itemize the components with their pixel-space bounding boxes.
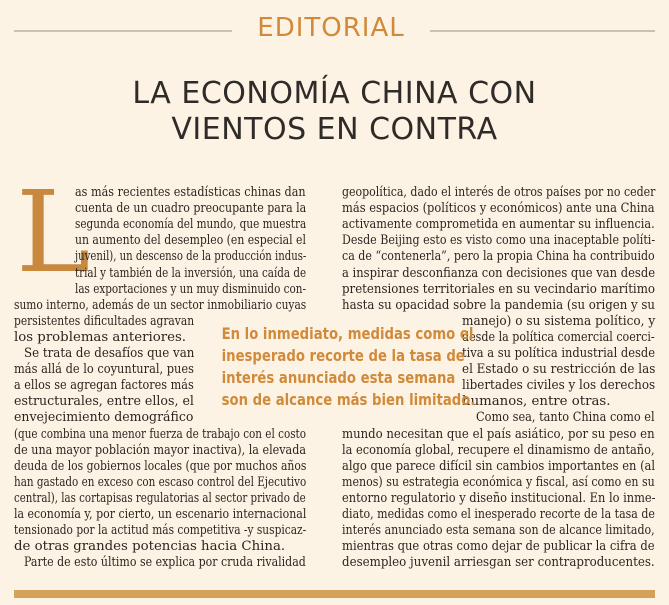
col2-line: el Estado o su restricción de las bbox=[462, 362, 656, 378]
col1-line: juvenil), un descenso de la producción indus- bbox=[75, 249, 307, 265]
col1-line: cuenta de un cuadro preocupante para la bbox=[75, 201, 307, 217]
col1-line: as más recientes estadísticas chinas dan bbox=[75, 185, 306, 200]
pull-quote-line: interés anunciado esta semana bbox=[221, 368, 456, 387]
col2-line: desempleo juvenil arriesgan ser contraproducentes. bbox=[342, 555, 655, 571]
col1-line: segunda economía del mundo, que muestra bbox=[75, 217, 307, 233]
bottom-accent-bar bbox=[14, 590, 655, 598]
col1-line: Parte de esto último se explica por cruda rivalidad bbox=[24, 555, 306, 571]
col1-line: de una mayor población mayor inactiva), la elevada bbox=[14, 442, 306, 458]
col2-line: humanos, entre otras. bbox=[462, 394, 611, 410]
col2-line: hasta su opacidad sobre la pandemia (su origen y su bbox=[342, 297, 655, 313]
col2-line: menos) su estrategia económica y fiscal, así como en su bbox=[342, 474, 655, 490]
col2-line: algo que parece difícil sin cambios importantes en (al bbox=[342, 458, 656, 474]
pull-quote-line: inesperado recorte de la tasa de bbox=[221, 346, 465, 365]
col2-line: la economía global, recupere el dinamismo de antaño, bbox=[342, 442, 655, 458]
pull-quote-line: En lo inmediato, medidas como el bbox=[221, 324, 474, 343]
col1-line: Se trata de desafíos que van bbox=[24, 346, 195, 361]
col1-line: deuda de los gobiernos locales (que por muchos años bbox=[14, 458, 307, 474]
col2-line: interés anunciado esta semana son de alcance limitado, bbox=[342, 523, 655, 539]
col1-line: los problemas anteriores. bbox=[14, 329, 186, 345]
col2-line: manejo) o su sistema político, y bbox=[462, 313, 656, 329]
col1-line: sumo interno, además de un sector inmobiliario cuyas bbox=[14, 297, 307, 313]
col1-line: trial y también de la inversión, una caída de bbox=[75, 265, 307, 281]
header-rule-left bbox=[14, 30, 232, 32]
col1-line: un aumento del desempleo (en especial el bbox=[75, 233, 306, 249]
col2-line: más espacios (políticos y económicos) ante una China bbox=[342, 201, 655, 217]
drop-cap: L bbox=[16, 168, 91, 298]
col2-line: mientras que otras como dejar de publicar la cifra de bbox=[342, 539, 655, 555]
col2-line: a inspirar desconfianza con decisiones que van desde bbox=[342, 265, 656, 281]
col2-line: ca de “contenerla”, pero la propia China ha contribuido bbox=[342, 249, 655, 265]
col2-line: tiva a su política industrial desde bbox=[462, 346, 656, 361]
col2-line: Desde Beijing esto es visto como una inaceptable políti- bbox=[342, 233, 656, 249]
col1-line: las exportaciones y un muy disminuido con- bbox=[75, 281, 307, 297]
col2-line: libertades civiles y los derechos bbox=[462, 378, 656, 394]
headline-line-2: VIENTOS EN CONTRA bbox=[171, 112, 498, 147]
col1-line: estructurales, entre ellos, el bbox=[14, 394, 194, 410]
pull-quote bbox=[221, 323, 476, 411]
col2-line: diato, medidas como el inesperado recorte de la tasa de bbox=[342, 507, 655, 522]
col1-line: tensionado por la actitud más competitiva -y suspicaz- bbox=[14, 523, 307, 539]
col1-line: persistentes dificultades agravan bbox=[14, 313, 195, 329]
col1-line: han gastado en exceso con escaso control del Ejecutivo bbox=[14, 474, 307, 490]
col2-line: geopolítica, dado el interés de otros países por no ceder bbox=[342, 185, 656, 200]
col2-line: mundo necesitan que el país asiático, por su peso en bbox=[342, 426, 655, 442]
headline bbox=[0, 76, 669, 148]
col1-line: a ellos se agregan factores más bbox=[14, 378, 194, 394]
col2-line: desde la política comercial coerci- bbox=[462, 329, 655, 345]
col2-line: pretensiones territoriales en su vecindario marítimo bbox=[342, 281, 656, 297]
col1-line: (que combina una menor fuerza de trabajo con el costo bbox=[14, 426, 307, 442]
col1-line: de otras grandes potencias hacia China. bbox=[14, 539, 286, 555]
pull-quote-line: son de alcance más bien limitado. bbox=[221, 390, 476, 409]
headline-line-1: LA ECONOMÍA CHINA CON bbox=[132, 76, 537, 111]
col2-line: Como sea, tanto China como el bbox=[476, 410, 655, 426]
col1-line: más allá de lo coyuntural, pues bbox=[14, 362, 194, 378]
col2-line: activamente comprometida en aumentar su influencia. bbox=[342, 217, 655, 233]
section-label: EDITORIAL bbox=[257, 13, 405, 43]
col1-line: central), las cortapisas regulatorias al sector privado de bbox=[14, 490, 306, 506]
col1-line: envejecimiento demográfico bbox=[14, 410, 194, 426]
col1-line: la economía y, por cierto, un escenario internacional bbox=[14, 507, 307, 522]
header-rule-right bbox=[430, 30, 655, 32]
col2-line: entorno regulatorio y diseño institucional. En lo inme- bbox=[342, 490, 656, 506]
